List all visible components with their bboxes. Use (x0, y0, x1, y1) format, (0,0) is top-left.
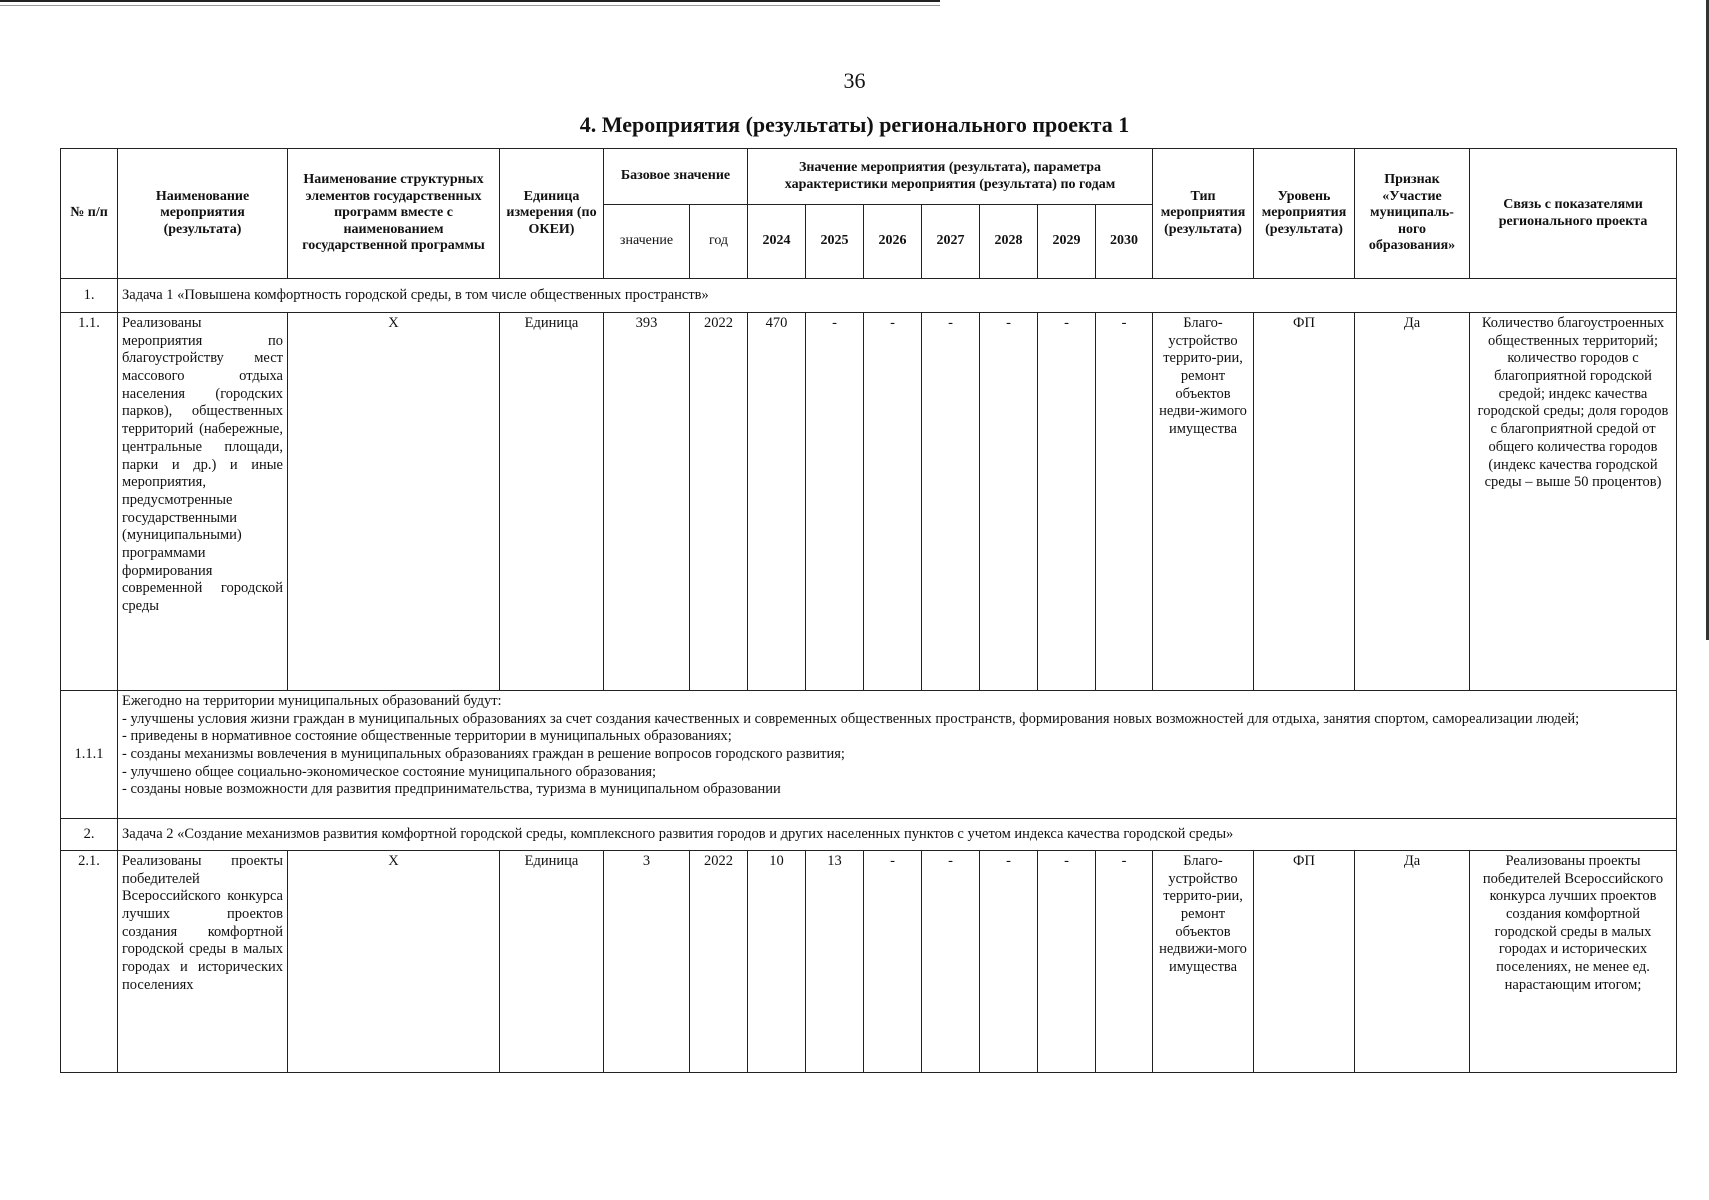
municipal-flag: Да (1355, 851, 1470, 1073)
year-value: - (1096, 851, 1153, 1073)
year-value: - (806, 313, 864, 691)
task-heading: Задача 1 «Повышена комфортность городской среды, в том числе общественных пространств» (118, 279, 1677, 313)
table-row (61, 691, 1677, 819)
expected-effects (118, 691, 1677, 819)
year-value: - (980, 313, 1038, 691)
row-number: 1. (61, 279, 118, 313)
year-value: 10 (748, 851, 806, 1073)
year-value: 470 (748, 313, 806, 691)
effect-line: - созданы механизмы вовлечения в муниципальных образованиях граждан в решение вопросов городского развития; (122, 746, 845, 763)
base-value: 393 (604, 313, 690, 691)
header-base: Базовое значение (604, 149, 748, 205)
header-type: Тип мероприятия (результата) (1153, 149, 1254, 279)
scan-edge-line (0, 0, 940, 2)
unit: Единица (500, 313, 604, 691)
linked-indicators: Количество благоустроенных общественных территорий; количество городов с благоприятной городской средой; индекс качества городской среды; доля городов с благоприятной средой от общего количества городов (индекс качества городской среды – выше 50 процентов) (1470, 313, 1677, 691)
effect-line: - приведены в нормативное состояние общественные территории в муниципальных образованиях; (122, 728, 732, 745)
effect-line: - созданы новые возможности для развития предпринимательства, туризма в муниципальном образовании (122, 781, 781, 798)
effect-line: - улучшено общее социально-экономическое состояние муниципального образования; (122, 763, 657, 780)
table-row (61, 819, 1677, 851)
header-year: 2024 (748, 205, 806, 279)
effect-line: Ежегодно на территории муниципальных образований будут: (122, 693, 502, 709)
effect-line: - улучшены условия жизни граждан в муниципальных образованиях за счет создания качественных и современных общественных пространств, формирования новых возможностей для отдыха, занятия спортом, самореализации людей; (122, 710, 1580, 727)
row-number: 1.1.1 (61, 691, 118, 819)
header-values-by-year: Значение мероприятия (результата), параметра характеристики мероприятия (результата) по годам (748, 149, 1153, 205)
base-year: 2022 (690, 851, 748, 1073)
header-year: 2027 (922, 205, 980, 279)
row-number: 2. (61, 819, 118, 851)
header-municipal: Признак «Участие муниципаль-ного образования» (1355, 149, 1470, 279)
year-value: - (1038, 851, 1096, 1073)
header-year: 2028 (980, 205, 1038, 279)
scan-edge-line (0, 5, 940, 6)
header-struct: Наименование структурных элементов государственных программ вместе с наименованием государственной программы (288, 149, 500, 279)
municipal-flag: Да (1355, 313, 1470, 691)
table-row (61, 279, 1677, 313)
header-base-year: год (690, 205, 748, 279)
result-type: Благо-устройство террито-рии, ремонт объектов недви-жимого имущества (1153, 313, 1254, 691)
header-year: 2025 (806, 205, 864, 279)
result-name: Реализованы мероприятия по благоустройству мест массового отдыха населения (городских парков), общественных территорий (набережные, центральные площади, парки и др.) и иные мероприятия, предусмотренные государственными (муниципальными) программами формирования современной городской среды (118, 313, 288, 691)
task-heading: Задача 2 «Создание механизмов развития комфортной городской среды, комплексного развития городов и других населенных пунктов с учетом индекса качества городской среды» (118, 819, 1677, 851)
header-num: № п/п (61, 149, 118, 279)
linked-indicators: Реализованы проекты победителей Всероссийского конкурса лучших проектов создания комфортной городской среды в малых городах и исторических поселениях, не менее ед. нарастающим итогом; (1470, 851, 1677, 1073)
year-value: - (922, 313, 980, 691)
header-name: Наименование мероприятия (результата) (118, 149, 288, 279)
year-value: - (864, 313, 922, 691)
results-table (60, 148, 1677, 1073)
header-year: 2029 (1038, 205, 1096, 279)
result-name: Реализованы проекты победителей Всероссийского конкурса лучших проектов создания комфортной городской среды в малых городах и исторических поселениях (118, 851, 288, 1073)
header-link: Связь с показателями регионального проекта (1470, 149, 1677, 279)
row-number: 2.1. (61, 851, 118, 1073)
base-year: 2022 (690, 313, 748, 691)
unit: Единица (500, 851, 604, 1073)
table-row (61, 313, 1677, 691)
header-year: 2030 (1096, 205, 1153, 279)
header-unit: Единица измерения (по ОКЕИ) (500, 149, 604, 279)
header-level: Уровень мероприятия (результата) (1254, 149, 1355, 279)
year-value: - (1038, 313, 1096, 691)
header-base-value: значение (604, 205, 690, 279)
year-value: - (864, 851, 922, 1073)
row-number: 1.1. (61, 313, 118, 691)
year-value: - (922, 851, 980, 1073)
page-title: 4. Мероприятия (результаты) регионального проекта 1 (579, 112, 1130, 137)
header-year: 2026 (864, 205, 922, 279)
page-number: 36 (843, 68, 866, 93)
year-value: - (980, 851, 1038, 1073)
result-type: Благо-устройство террито-рии, ремонт объектов недвижи-мого имущества (1153, 851, 1254, 1073)
table-row (61, 851, 1677, 1073)
year-value: 13 (806, 851, 864, 1073)
struct-element: Х (288, 851, 500, 1073)
base-value: 3 (604, 851, 690, 1073)
result-level: ФП (1254, 851, 1355, 1073)
result-level: ФП (1254, 313, 1355, 691)
struct-element: Х (288, 313, 500, 691)
year-value: - (1096, 313, 1153, 691)
